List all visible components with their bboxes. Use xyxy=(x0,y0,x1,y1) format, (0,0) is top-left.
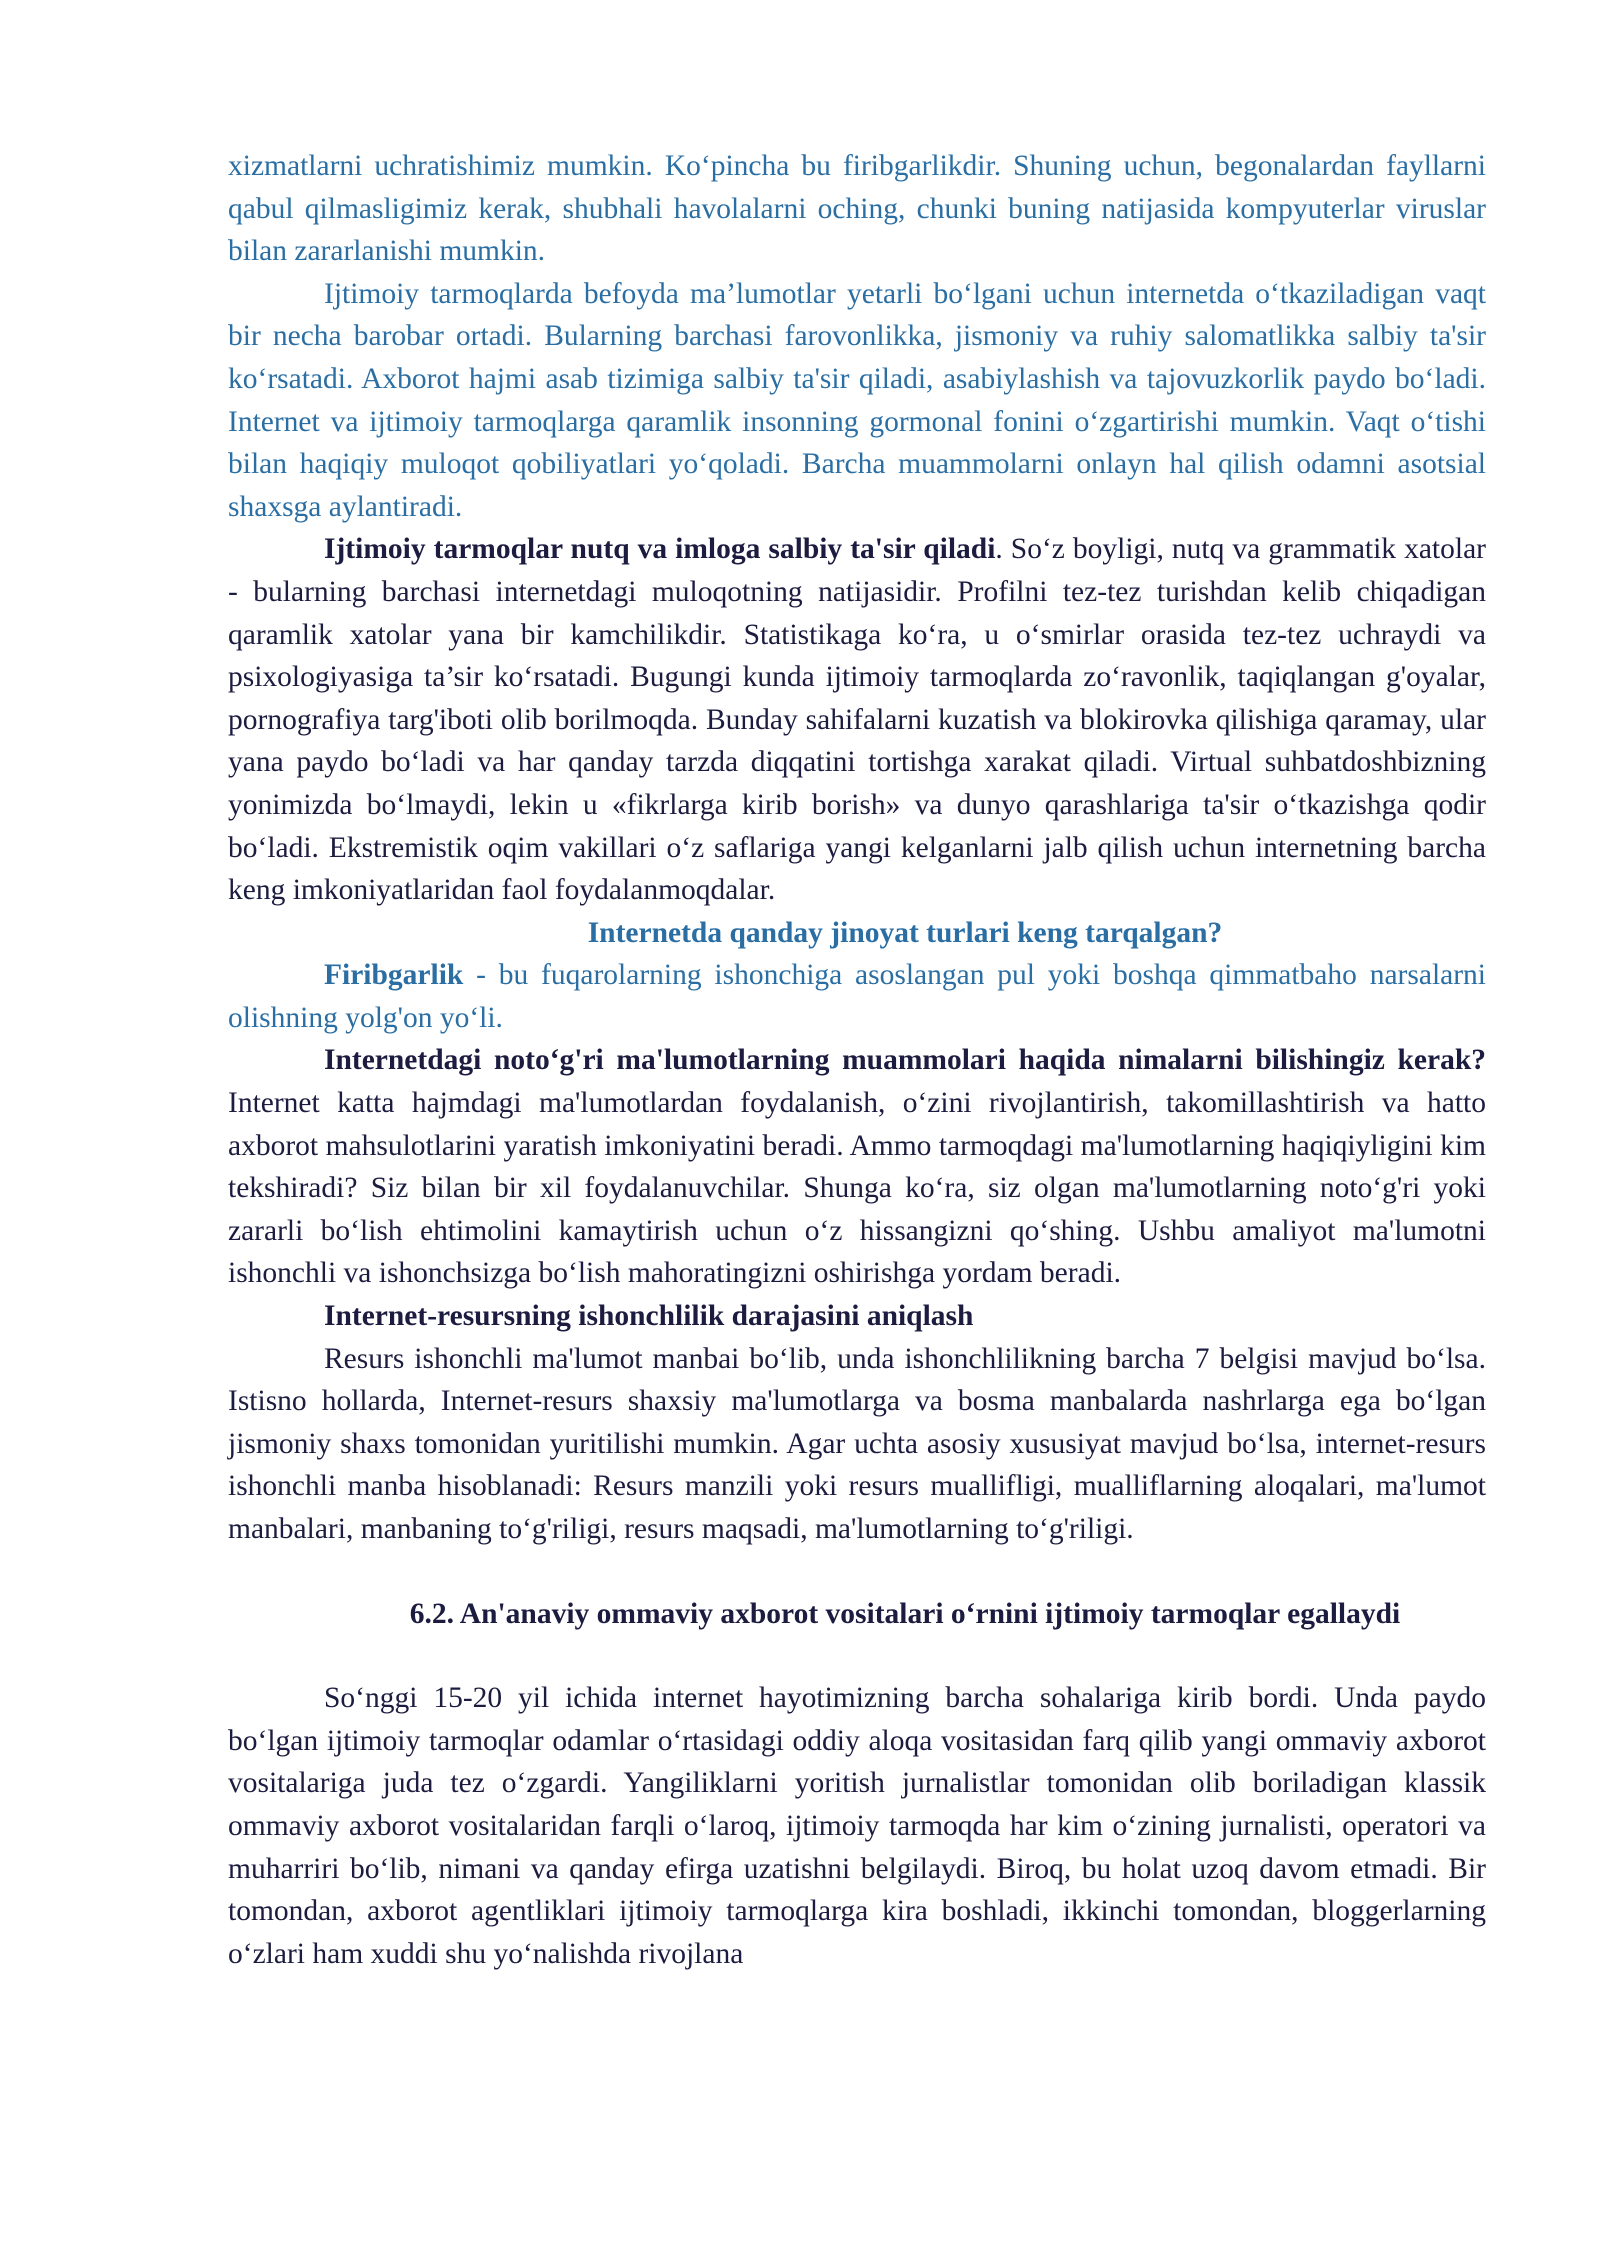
paragraph-fraud-definition xyxy=(228,954,1486,1039)
paragraph-scam-warning: xizmatlarni uchratishimiz mumkin. Ko‘pincha bu firibgarlikdir. Shuning uchun, begonalardan fayllarni qabul qilmasligimiz kerak, shubhali havolalarni oching, chunki buning natijasida kompyuterlar viruslar bilan zararlanishi mumkin. xyxy=(228,150,1486,268)
paragraph-speech-effects xyxy=(228,528,1486,911)
paragraph-social-media-effects: Ijtimoiy tarmoqlarda befoyda ma’lumotlar yetarli bo‘lgani uchun internetda o‘tkaziladigan vaqt bir necha barobar ortadi. Bularning barchasi farovonlikka, jismoniy va ruhiy salomatlikka salbiy ta'sir ko‘rsatadi. Axborot hajmi asab tizimiga salbiy ta'sir qiladi, asabiylashish va tajovuzkorlik paydo bo‘ladi. Internet va ijtimoiy tarmoqlarga qaramlik insonning gormonal fonini o‘zgartirishi mumkin. Vaqt o‘tishi bilan haqiqiy muloqot qobiliyatlari yo‘qoladi. Barcha muammolarni onlayn hal qilish odamni asotsial shaxsga aylantiradi. xyxy=(228,277,1486,523)
paragraph-speech-effects-body: . So‘z boyligi, nutq va grammatik xatolar - bularning barchasi internetdagi muloqotning natijasidir. Profilni tez-tez turishdan kelib chiqadigan qaramlik xatolar yana bir kamchilikdir. Statistikaga ko‘ra, u o‘smirlar orasida tez-tez uchraydi va psixologiyasiga ta’sir ko‘rsatadi. Bugungi kunda ijtimoiy tarmoqlarda zo‘ravonlik, taqiqlangan g'oyalar, pornografiya targ'iboti olib borilmoqda. Bunday sahifalarni kuzatish va blokirovka qilishiga qaramay, ular yana paydo bo‘ladi va har qanday tarzda diqqatini tortishga xarakat qiladi. Virtual suhbatdoshbizning yonimizda bo‘lmaydi, lekin u «fikrlarga kirib borish» va dunyo qarashlariga ta'sir o‘tkazishga qodir bo‘ladi. Ekstremistik oqim vakillari o‘z saflariga yangi kelganlarni jalb qilish uchun internetning barcha keng imkoniyatlaridan faol foydalanmoqdalar. xyxy=(228,533,1486,907)
heading-crime-types: Internetda qanday jinoyat turlari keng tarqalgan? xyxy=(587,916,1223,949)
paragraph-fraud-body: - bu fuqarolarning ishonchiga asoslangan pul yoki boshqa qimmatbaho narsalarni olishning yolg'on yo‘li. xyxy=(228,959,1486,1034)
paragraph-fraud-term: Firibgarlik xyxy=(324,959,464,992)
paragraph-speech-effects-lead: Ijtimoiy tarmoqlar nutq va imloga salbiy ta'sir qiladi xyxy=(324,533,996,566)
heading-resource-reliability: Internet-resursning ishonchlilik darajasini aniqlash xyxy=(324,1300,974,1333)
document-body xyxy=(228,145,1486,1975)
section-heading-6-2: 6.2. An'anaviy ommaviy axborot vositalari o‘rnini ijtimoiy tarmoqlar egallaydi xyxy=(409,1597,1401,1630)
paragraph-misinformation-body: Internet katta hajmdagi ma'lumotlardan foydalanish, o‘zini rivojlantirish, takomillashtirish va hatto axborot mahsulotlarini yaratish imkoniyatini beradi. Ammo tarmoqdagi ma'lumotlarning haqiqiyligini kim tekshiradi? Siz bilan bir xil foydalanuvchilar. Shunga ko‘ra, siz olgan ma'lumotlarning noto‘g'ri yoki zararli bo‘lish ehtimolini kamaytirish uchun o‘z hissangizni qo‘shing. Ushbu amaliyot ma'lumotni ishonchli va ishonchsizga bo‘lish mahoratingizni oshirishga yordam beradi. xyxy=(228,1087,1486,1290)
paragraph-resource-reliability: Resurs ishonchli ma'lumot manbai bo‘lib, unda ishonchlilikning barcha 7 belgisi mavjud bo‘lsa. Istisno hollarda, Internet-resurs shaxsiy ma'lumotlarga va bosma manbalarda nashrlarga ega bo‘lgan jismoniy shaxs tomonidan yuritilishi mumkin. Agar uchta asosiy xususiyat mavjud bo‘lsa, internet-resurs ishonchli manba hisoblanadi: Resurs manzili yoki resurs muallifligi, mualliflarning aloqalari, ma'lumot manbalari, manbaning to‘g'riligi, resurs maqsadi, ma'lumotlarning to‘g'riligi. xyxy=(228,1342,1486,1545)
paragraph-misinformation-lead: Internetdagi noto‘g'ri ma'lumotlarning muammolari haqida nimalarni bilishingiz kerak? xyxy=(324,1044,1486,1077)
paragraph-misinformation xyxy=(228,1039,1486,1295)
paragraph-social-media-as-media: So‘nggi 15-20 yil ichida internet hayotimizning barcha sohalariga kirib bordi. Unda paydo bo‘lgan ijtimoiy tarmoqlar odamlar o‘rtasidagi oddiy aloqa vositasidan farq qilib yangi ommaviy axborot vositalariga juda tez o‘zgardi. Yangiliklarni yoritish jurnalistlar tomonidan olib boriladigan klassik ommaviy axborot vositalaridan farqli o‘laroq, ijtimoiy tarmoqda har kim o‘zining jurnalisti, operatori va muharriri bo‘lib, nimani va qanday efirga uzatishni belgilaydi. Biroq, bu holat uzoq davom etmadi. Bir tomondan, axborot agentliklari ijtimoiy tarmoqlarga kira boshladi, ikkinchi tomondan, bloggerlarning o‘zlari ham xuddi shu yo‘nalishda rivojlana xyxy=(228,1682,1486,1970)
